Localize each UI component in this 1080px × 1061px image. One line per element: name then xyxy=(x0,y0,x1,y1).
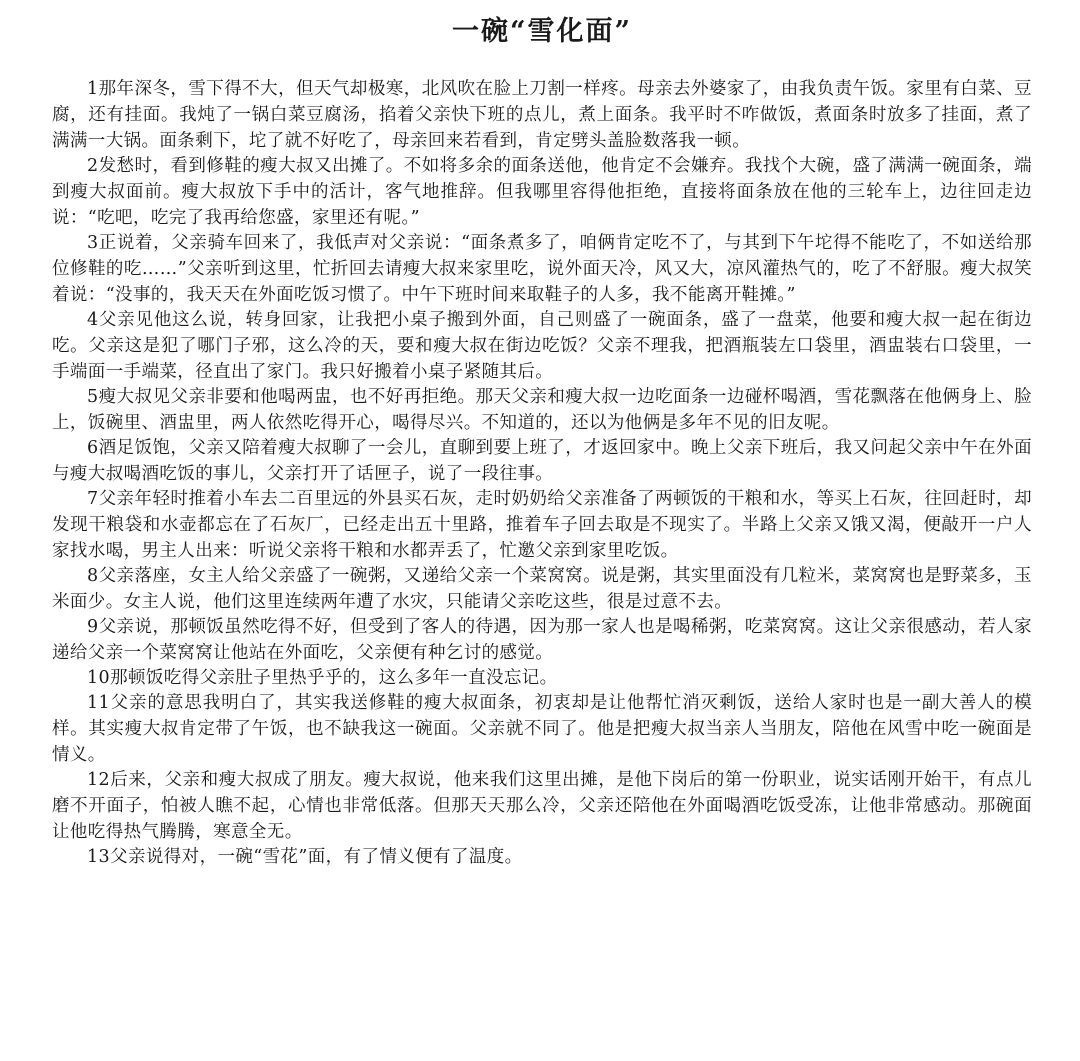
paragraph-10: 10那顿饭吃得父亲肚子里热乎乎的，这么多年一直没忘记。 xyxy=(87,668,558,688)
paragraph-5: 5瘦大叔见父亲非要和他喝两盅，也不好再拒绝。那天父亲和瘦大叔一边吃面条一边碰杯喝酒，雪花飘落在他俩身上、脸上，饭碗里、酒盅里，两人依然吃得开心，喝得尽兴。不知道的，还以为他俩是多年不见的旧友呢。 xyxy=(52,387,1032,433)
paragraph-2: 2发愁时，看到修鞋的瘦大叔又出摊了。不如将多余的面条送他，他肯定不会嫌弃。我找个大碗，盛了满满一碗面条，端到瘦大叔面前。瘦大叔放下手中的活计，客气地推辞。但我哪里容得他拒绝，直接将面条放在他的三轮车上，边往回走边说：“吃吧，吃完了我再给您盛，家里还有呢。” xyxy=(52,156,1032,228)
paragraph-4: 4父亲见他这么说，转身回家，让我把小桌子搬到外面，自己则盛了一碗面条，盛了一盘菜，他要和瘦大叔一起在街边吃。父亲这是犯了哪门子邪，这么冷的天，要和瘦大叔在街边吃饭？父亲不理我，把酒瓶装左口袋里，酒盅装右口袋里，一手端面一手端菜，径直出了家门。我只好搬着小桌子紧随其后。 xyxy=(52,310,1032,382)
paragraph-13: 13父亲说得对，一碗“雪花”面，有了情义便有了温度。 xyxy=(87,847,523,867)
paragraph-8: 8父亲落座，女主人给父亲盛了一碗粥，又递给父亲一个菜窝窝。说是粥，其实里面没有几粒米，菜窝窝也是野菜多，玉米面少。女主人说，他们这里连续两年遭了水灾，只能请父亲吃这些，很是过意不去。 xyxy=(52,566,1032,612)
paragraph-1: 1那年深冬，雪下得不大，但天气却极寒，北风吹在脸上刀割一样疼。母亲去外婆家了，由我负责午饭。家里有白菜、豆腐，还有挂面。我炖了一锅白菜豆腐汤，掐着父亲快下班的点儿，煮上面条。我平时不咋做饭，煮面条时放多了挂面，煮了满满一大锅。面条剩下，坨了就不好吃了，母亲回来若看到，肯定劈头盖脸数落我一顿。 xyxy=(52,79,1032,151)
article xyxy=(52,12,1032,869)
article-title: 一碗“雪化面” xyxy=(451,16,633,47)
paragraph-9: 9父亲说，那顿饭虽然吃得不好，但受到了客人的待遇，因为那一家人也是喝稀粥，吃菜窝窝。这让父亲很感动，若人家递给父亲一个菜窝窝让他站在外面吃，父亲便有种乞讨的感觉。 xyxy=(52,617,1032,663)
paragraph-6: 6酒足饭饱，父亲又陪着瘦大叔聊了一会儿，直聊到要上班了，才返回家中。晚上父亲下班后，我又问起父亲中午在外面与瘦大叔喝酒吃饭的事儿，父亲打开了话匣子，说了一段往事。 xyxy=(52,438,1032,484)
paragraph-3: 3正说着，父亲骑车回来了，我低声对父亲说：“面条煮多了，咱俩肯定吃不了，与其到下午坨得不能吃了，不如送给那位修鞋的吃……”父亲听到这里，忙折回去请瘦大叔来家里吃，说外面天冷，风又大，凉风灌热气的，吃了不舒服。瘦大叔笑着说：“没事的，我天天在外面吃饭习惯了。中午下班时间来取鞋子的人多，我不能离开鞋摊。” xyxy=(52,233,1032,305)
article-body xyxy=(52,76,1032,870)
paragraph-11: 11父亲的意思我明白了，其实我送修鞋的瘦大叔面条，初衷却是让他帮忙消灭剩饭，送给人家时也是一副大善人的模样。其实瘦大叔肯定带了午饭，也不缺我这一碗面。父亲就不同了。他是把瘦大叔当亲人当朋友，陪他在风雪中吃一碗面是情义。 xyxy=(52,693,1032,765)
paragraph-7: 7父亲年轻时推着小车去二百里远的外县买石灰，走时奶奶给父亲准备了两顿饭的干粮和水，等买上石灰，往回赶时，却发现干粮袋和水壶都忘在了石灰厂，已经走出五十里路，推着车子回去取是不现实了。半路上父亲又饿又渴，便敲开一户人家找水喝，男主人出来：听说父亲将干粮和水都弄丢了，忙邀父亲到家里吃饭。 xyxy=(52,489,1032,561)
paragraph-12: 12后来，父亲和瘦大叔成了朋友。瘦大叔说，他来我们这里出摊，是他下岗后的第一份职业，说实话刚开始干，有点儿磨不开面子，怕被人瞧不起，心情也非常低落。但那天天那么冷，父亲还陪他在外面喝酒吃饭受冻，让他非常感动。那碗面让他吃得热气腾腾，寒意全无。 xyxy=(52,770,1032,842)
